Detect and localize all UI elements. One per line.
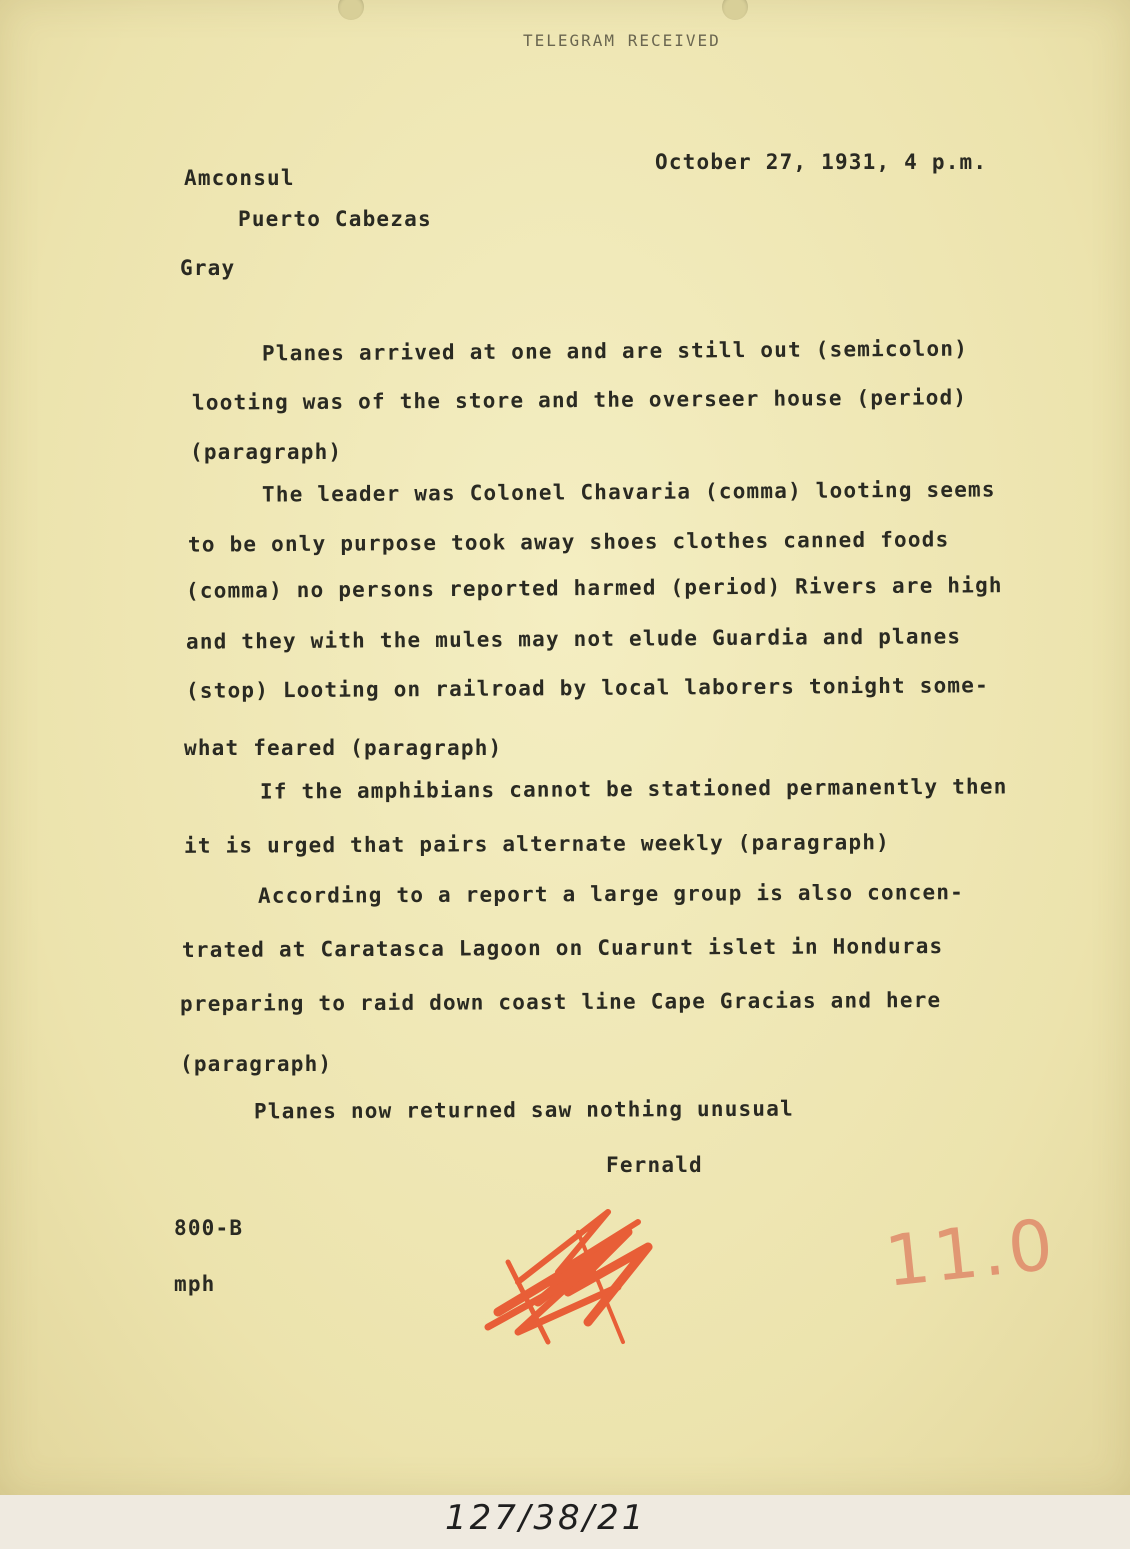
red-pencil-scribble — [478, 1192, 678, 1352]
body-line: (stop) Looting on railroad by local laborers tonight some- — [185, 673, 989, 703]
body-line: and they with the mules may not elude Guardia and planes — [185, 624, 962, 654]
handwritten-archive-number: 127/38/21 — [445, 1498, 647, 1538]
body-line: to be only purpose took away shoes clothes canned foods — [187, 527, 950, 557]
red-pencil-number: 11.0 — [881, 1203, 1061, 1303]
body-line: (paragraph) — [180, 1052, 333, 1076]
body-line: preparing to raid down coast line Cape Gracias and here — [179, 988, 942, 1016]
body-line: Planes arrived at one and are still out (semicolon) — [261, 336, 969, 366]
code-word: Gray — [180, 256, 236, 280]
signature: Fernald — [606, 1153, 703, 1177]
body-line: it is urged that pairs alternate weekly (paragraph) — [183, 830, 891, 858]
body-line: looting was of the store and the overseer house (period) — [191, 385, 968, 415]
punch-hole — [338, 0, 364, 20]
date-line: October 27, 1931, 4 p.m. — [655, 150, 988, 174]
document-header: TELEGRAM RECEIVED — [523, 31, 721, 50]
addressee: Amconsul — [184, 166, 295, 190]
punch-hole — [722, 0, 748, 20]
body-line: what feared (paragraph) — [184, 736, 503, 760]
body-line: The leader was Colonel Chavaria (comma) looting seems — [261, 477, 996, 507]
body-line: (comma) no persons reported harmed (period) Rivers are high — [185, 573, 1003, 603]
body-line: If the amphibians cannot be stationed permanently then — [259, 774, 1008, 804]
body-line: According to a report a large group is also concen- — [257, 880, 965, 908]
body-line: trated at Caratasca Lagoon on Cuarunt islet in Honduras — [181, 934, 944, 962]
initials: mph — [174, 1272, 216, 1296]
body-line: Planes now returned saw nothing unusual — [253, 1096, 794, 1124]
body-line: (paragraph) — [190, 440, 343, 464]
file-code: 800-B — [174, 1216, 244, 1240]
location: Puerto Cabezas — [238, 207, 432, 231]
